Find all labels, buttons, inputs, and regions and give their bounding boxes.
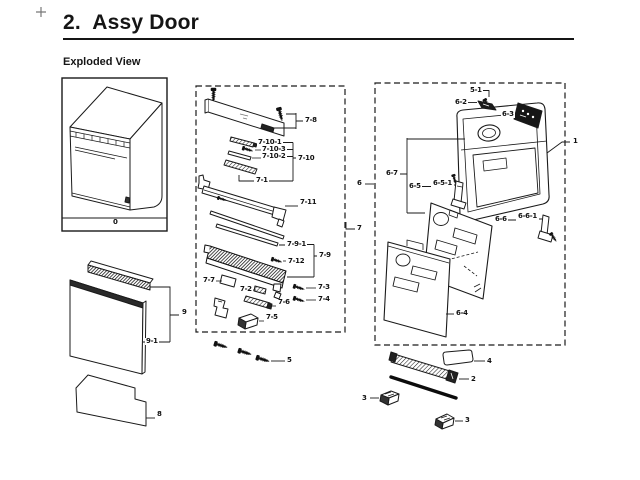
callout-7-9-1: 7-9-1 [287, 240, 306, 248]
callout-7-2: 7-2 [240, 285, 252, 293]
callout-7-10-3: 7-10-3 [262, 145, 286, 153]
callout-7-7: 7-7 [203, 276, 215, 284]
part-door-liner-1 [457, 103, 570, 222]
callout-4: 4 [487, 357, 492, 365]
leader-lines-6-7-groups [346, 184, 374, 229]
part-4-bar [443, 350, 485, 365]
callout-9-1: 9-1 [146, 337, 158, 345]
callout-6-5: 6-5 [409, 182, 421, 190]
section-label: Exploded View [63, 56, 141, 68]
callout-7-3: 7-3 [318, 283, 330, 291]
callout-7: 7 [357, 224, 362, 232]
page-title: 2. Assy Door [63, 11, 200, 34]
callout-5: 5 [287, 356, 292, 364]
callout-3-right: 3 [465, 416, 470, 424]
callout-8: 8 [157, 410, 162, 418]
callout-5-1: 5-1 [470, 86, 482, 94]
callout-7-6: 7-6 [278, 298, 290, 306]
callout-6-2: 6-2 [455, 98, 467, 106]
leader-lines-9 [143, 287, 179, 342]
callout-6-5-1: 6-5-1 [433, 179, 452, 187]
callout-7-10-1: 7-10-1 [258, 138, 282, 146]
part-7-1-strip [224, 160, 257, 181]
callout-1: 1 [573, 137, 578, 145]
callout-6-6: 6-6 [495, 215, 507, 223]
part-door-trim-strip [88, 261, 153, 290]
callout-6-4: 6-4 [456, 309, 468, 317]
callout-6-7: 6-7 [386, 169, 398, 177]
overview-dishwasher-drawing [70, 87, 162, 210]
part-7-8-panel [205, 88, 303, 136]
callout-7-8: 7-8 [305, 116, 317, 124]
part-access-panel-8 [76, 375, 155, 426]
part-7-11-bar [198, 175, 298, 227]
callout-7-12: 7-12 [288, 257, 305, 265]
callout-7-11: 7-11 [300, 198, 317, 206]
callout-7-5: 7-5 [266, 313, 278, 321]
callout-2: 2 [471, 375, 476, 383]
callout-6-3: 6-3 [502, 110, 514, 118]
callout-6: 6 [357, 179, 362, 187]
callout-3-left: 3 [362, 394, 367, 402]
callout-7-10: 7-10 [298, 154, 315, 162]
callout-6-6-1: 6-6-1 [518, 212, 537, 220]
callout-9: 9 [182, 308, 187, 316]
callout-7-4: 7-4 [318, 295, 330, 303]
callout-7-1: 7-1 [256, 176, 268, 184]
part-door-outer-panel [70, 280, 146, 374]
callout-0: 0 [113, 218, 118, 226]
part-5-screws [214, 341, 285, 364]
callout-7-10-2: 7-10-2 [262, 152, 286, 160]
callout-7-9: 7-9 [319, 251, 331, 259]
